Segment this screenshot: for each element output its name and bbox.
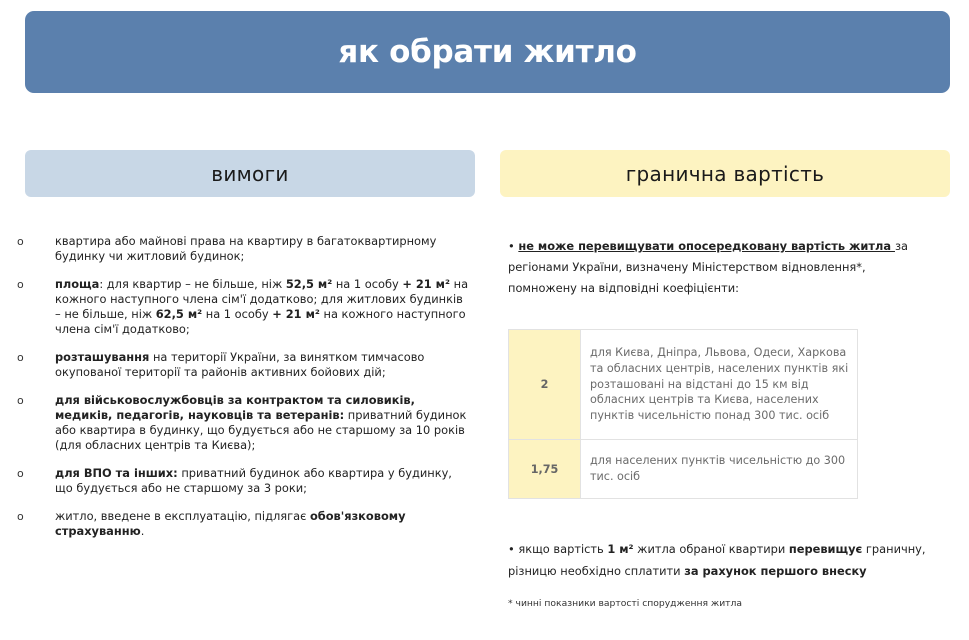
requirement-item-area: o площа: для квартир – не більше, ніж 52,5 м² на 1 особу + 21 м² на кожного наступного члена сім'ї додатково; для житлових будинків – не більше, ніж 62,5 м² на 1 особу + 21 м² на кожного наступного члена сім'ї додатково; (17, 277, 469, 336)
coefficient-cell: 1,75 (509, 440, 581, 499)
table-row (509, 440, 858, 499)
requirement-item-location: o розташування на території України, за винятком тимчасово окупованої території та районів активних бойових дій; (17, 350, 425, 379)
excess-payment-note: • якщо вартість 1 м² житла обраної квартири перевищує граничну, різницю необхідно сплатити за рахунок першого внеску (508, 542, 926, 578)
coefficient-table (508, 329, 858, 499)
price-limit-header (500, 150, 950, 197)
hollow-bullet-icon: o (17, 510, 24, 523)
requirements-header (25, 150, 475, 197)
hollow-bullet-icon: o (17, 394, 24, 407)
requirement-item-idp: o для ВПО та інших: приватний будинок або квартира у будинку, що будується або не старшому за 3 роки; (17, 466, 452, 495)
table-row (509, 330, 858, 440)
coefficient-description: для Києва, Дніпра, Львова, Одеси, Харкова та обласних центрів, населених пунктів які розташовані на відстані до 15 км від обласних центрів та Києва, населених пунктів чисельністю понад 300 тис. осіб (581, 330, 858, 440)
coefficient-cell: 2 (509, 330, 581, 440)
requirement-item-type: o квартира або майнові права на квартиру в багатоквартирному будинку чи житловий будинок; (17, 234, 437, 263)
requirements-list (0, 234, 480, 552)
title-banner (25, 11, 950, 93)
bullet-icon: • (508, 239, 515, 253)
requirement-item-military: o для військовослужбовців за контрактом та силовиків, медиків, педагогів, науковців та ветеранів: приватний будинок або квартира в будинку, що будується або не старшому за 10 років (для обласних центрів та Києва); (17, 393, 467, 452)
hollow-bullet-icon: o (17, 351, 24, 364)
hollow-bullet-icon: o (17, 278, 24, 291)
price-limit-intro: • не може перевищувати опосередковану вартість житла за регіонами України, визначену Міністерством відновлення*, помножену на відповідні коефіцієнти: (508, 239, 909, 295)
hollow-bullet-icon: o (17, 235, 24, 248)
requirement-item-insurance: o житло, введене в експлуатацію, підлягає обов'язковому страхуванню. (17, 509, 406, 538)
bullet-icon: • (508, 542, 515, 556)
price-limit-header-label: гранична вартість (625, 161, 825, 186)
page-title: як обрати житло (338, 34, 637, 70)
coefficient-description: для населених пунктів чисельністю до 300 тис. осіб (581, 440, 858, 499)
requirements-header-label: вимоги (211, 161, 289, 186)
footnote: * чинні показники вартості спорудження житла (508, 598, 743, 609)
hollow-bullet-icon: o (17, 467, 24, 480)
